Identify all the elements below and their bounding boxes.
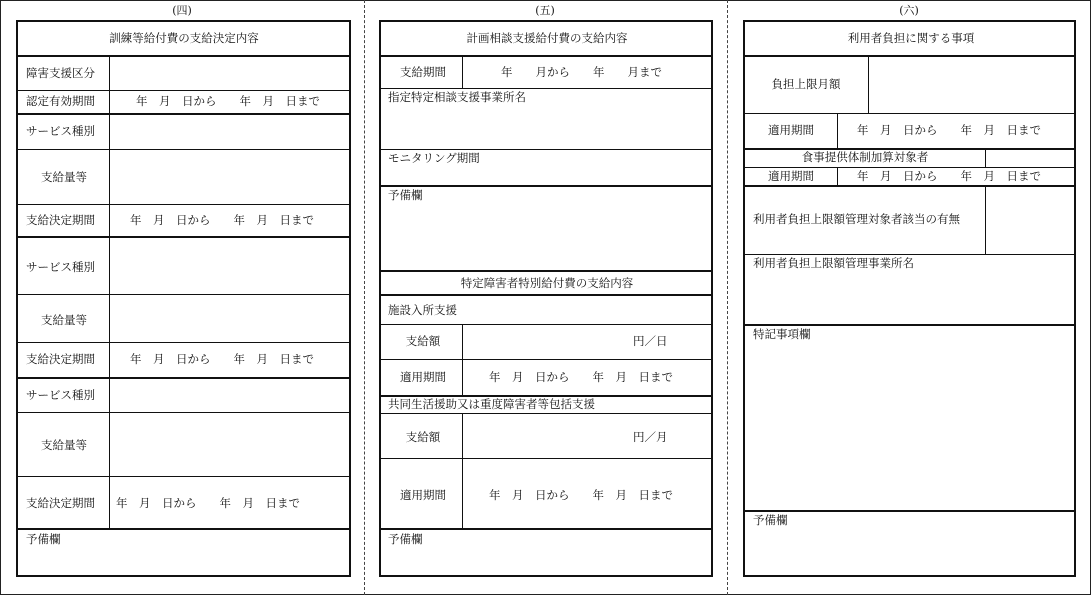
decision-period-label: 支給決定期間 [26,213,95,227]
column-number-4: (四) [172,4,192,17]
decision-period-date-range: 年 月 日から 年 月 日まで [116,496,300,510]
facility-amount-label: 支給額 [405,334,441,348]
decision-period-date-range: 年 月 日から 年 月 日まで [130,213,314,227]
column-divider-left [364,0,365,595]
panel-training-benefits [16,20,351,577]
applicable-period-label: 適用期間 [768,123,814,137]
meal-provision-label: 食事提供体制加算対象者 [801,150,929,164]
meal-period-date-range: 年 月 日から 年 月 日まで [857,169,1041,183]
decision-period-date-range: 年 月 日から 年 月 日まで [130,352,314,366]
group-amount-unit: 円／月 [633,430,668,444]
cap-management-office-label: 利用者負担上限額管理事業所名 [753,256,914,270]
facility-support-label: 施設入所支援 [388,303,457,317]
column-number-5: (五) [535,4,555,17]
panel-user-burden [743,20,1076,577]
applicable-period-date-range: 年 月 日から 年 月 日まで [857,123,1041,137]
notes-label-2: 予備欄 [388,532,423,546]
group-living-label: 共同生活援助又は重度障害者等包括支援 [388,397,595,411]
notes-label: 予備欄 [388,188,423,202]
supply-amount-label: 支給量等 [41,438,87,452]
meal-period-label: 適用期間 [768,169,814,183]
cap-management-label: 利用者負担上限額管理対象者該当の有無 [753,212,960,226]
special-notes-label: 特記事項欄 [753,327,811,341]
panel-title: 計画相談支援給付費の支給内容 [466,31,628,45]
notes-label: 予備欄 [753,513,788,527]
monitoring-period-label: モニタリング期間 [388,151,480,165]
consultation-office-label: 指定特定相談支援事業所名 [388,90,526,104]
disability-class-label: 障害支援区分 [26,66,95,80]
column-number-6: (六) [899,4,919,17]
service-type-label: サービス種別 [26,124,95,138]
column-divider-right [727,0,728,595]
group-period-label: 適用期間 [400,488,446,502]
panel-title: 訓練等給付費の支給決定内容 [109,31,259,45]
supply-amount-label: 支給量等 [41,313,87,327]
service-type-label: サービス種別 [26,260,95,274]
decision-period-label: 支給決定期間 [26,352,95,366]
supply-amount-label: 支給量等 [41,170,87,184]
decision-period-label: 支給決定期間 [26,496,95,510]
service-type-label: サービス種別 [26,388,95,402]
special-benefit-title: 特定障害者特別給付費の支給内容 [460,276,634,290]
panel-title: 利用者負担に関する事項 [847,31,975,45]
supply-period-label: 支給期間 [400,65,446,79]
valid-period-label: 認定有効期間 [26,94,95,108]
facility-period-label: 適用期間 [400,370,446,384]
supply-period-range: 年 月から 年 月まで [501,65,662,79]
group-amount-label: 支給額 [405,430,441,444]
group-date-range: 年 月 日から 年 月 日まで [489,488,673,502]
facility-date-range: 年 月 日から 年 月 日まで [489,370,673,384]
panel-plan-consultation [379,20,713,577]
valid-period-date-range: 年 月 日から 年 月 日まで [136,94,320,108]
notes-label: 予備欄 [26,532,61,546]
monthly-cap-label: 負担上限月額 [771,77,841,91]
facility-amount-unit: 円／日 [633,334,668,348]
